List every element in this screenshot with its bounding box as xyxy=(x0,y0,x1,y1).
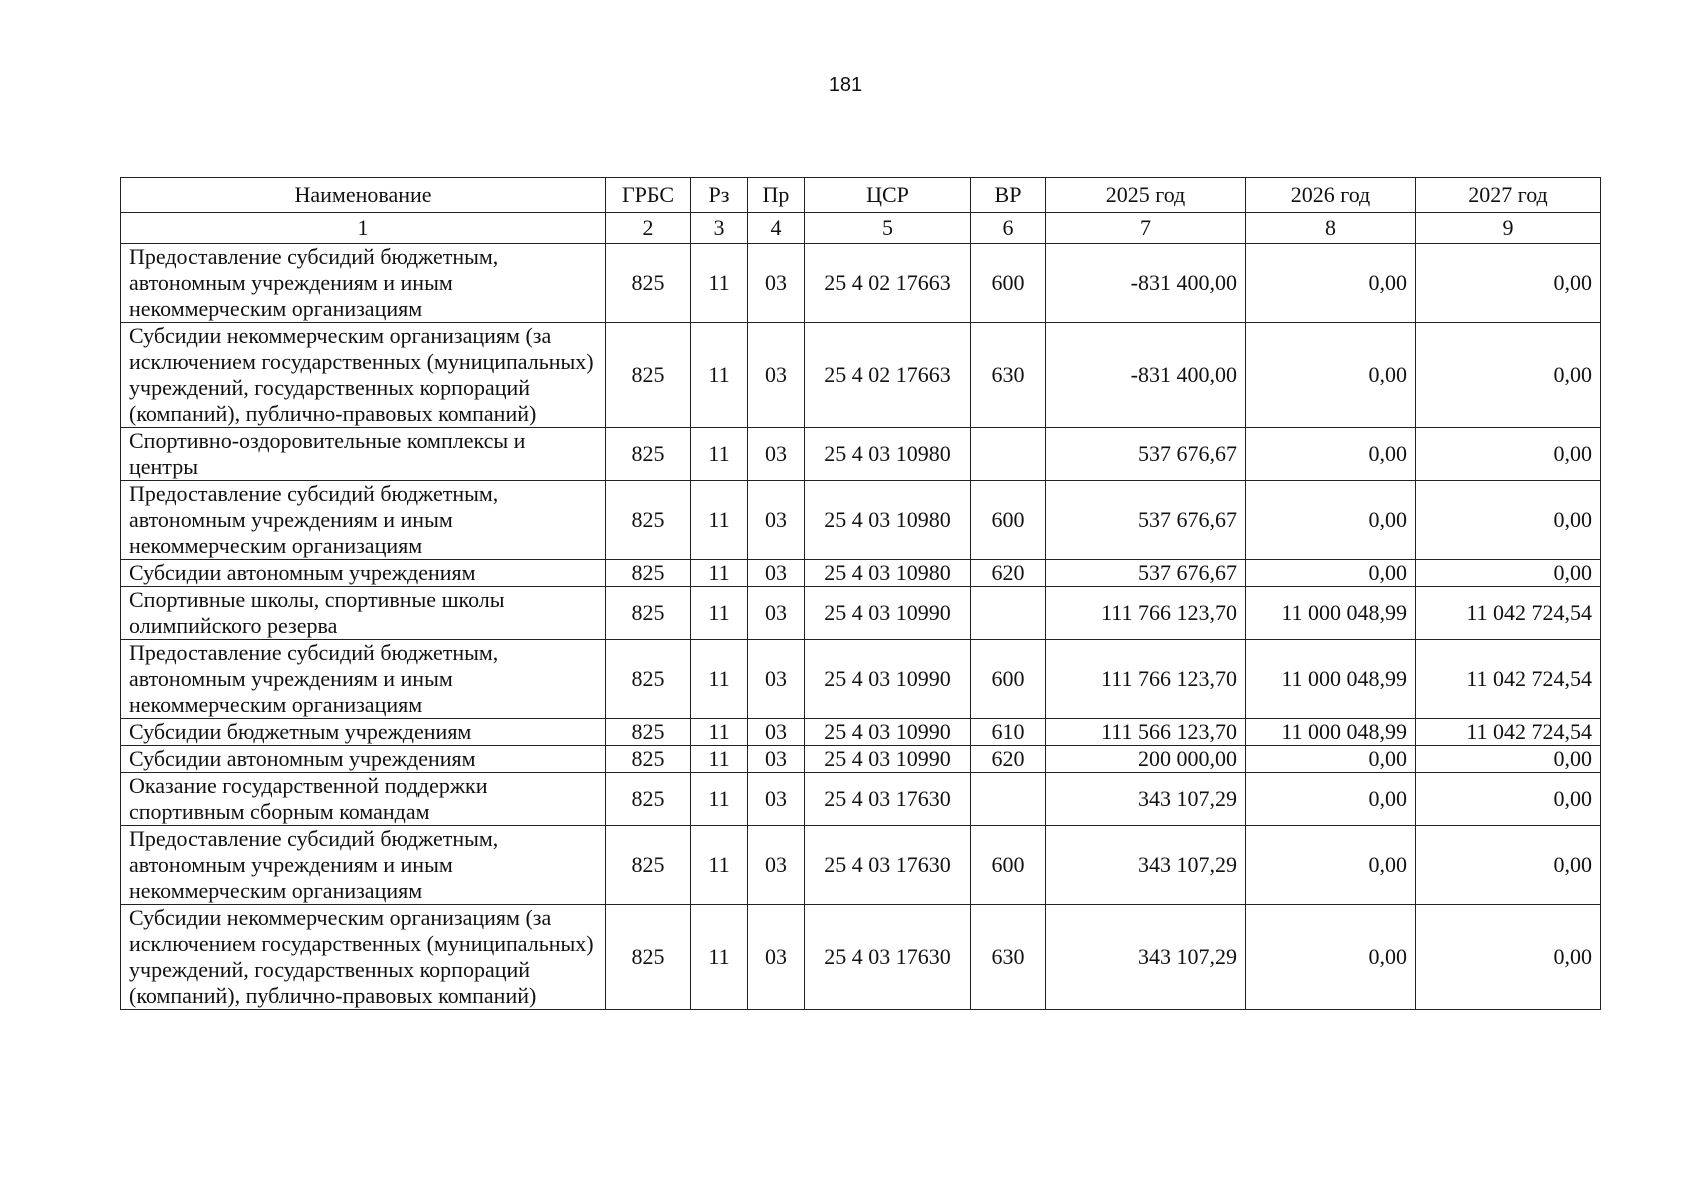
grbs-cell: 825 xyxy=(606,244,691,323)
amount-2025-cell: -831 400,00 xyxy=(1046,244,1246,323)
csr-cell: 25 4 03 10990 xyxy=(805,640,971,719)
header-2026: 2026 год xyxy=(1246,178,1416,213)
name-cell: Предоставление субсидий бюджетным, автономным учреждениям и иным некоммерческим организациям xyxy=(121,826,606,905)
name-cell: Предоставление субсидий бюджетным, автономным учреждениям и иным некоммерческим организациям xyxy=(121,481,606,560)
pr-cell: 03 xyxy=(748,587,805,640)
rz-cell: 11 xyxy=(691,323,748,428)
vr-cell: 620 xyxy=(971,560,1046,587)
column-number: 5 xyxy=(805,213,971,244)
csr-cell: 25 4 03 10990 xyxy=(805,719,971,746)
pr-cell: 03 xyxy=(748,428,805,481)
amount-2027-cell: 0,00 xyxy=(1416,905,1601,1010)
pr-cell: 03 xyxy=(748,481,805,560)
column-number: 7 xyxy=(1046,213,1246,244)
vr-cell xyxy=(971,773,1046,826)
pr-cell: 03 xyxy=(748,560,805,587)
table-row xyxy=(121,560,1601,587)
column-number: 4 xyxy=(748,213,805,244)
rz-cell: 11 xyxy=(691,773,748,826)
name-cell: Субсидии автономным учреждениям xyxy=(121,560,606,587)
grbs-cell: 825 xyxy=(606,746,691,773)
vr-cell xyxy=(971,428,1046,481)
pr-cell: 03 xyxy=(748,640,805,719)
grbs-cell: 825 xyxy=(606,428,691,481)
grbs-cell: 825 xyxy=(606,826,691,905)
header-grbs: ГРБС xyxy=(606,178,691,213)
amount-2026-cell: 11 000 048,99 xyxy=(1246,587,1416,640)
amount-2026-cell: 11 000 048,99 xyxy=(1246,640,1416,719)
header-name: Наименование xyxy=(121,178,606,213)
rz-cell: 11 xyxy=(691,428,748,481)
amount-2027-cell: 0,00 xyxy=(1416,773,1601,826)
table-row xyxy=(121,481,1601,560)
rz-cell: 11 xyxy=(691,560,748,587)
header-row xyxy=(121,178,1601,213)
vr-cell: 600 xyxy=(971,481,1046,560)
amount-2027-cell: 0,00 xyxy=(1416,428,1601,481)
csr-cell: 25 4 03 10990 xyxy=(805,587,971,640)
amount-2025-cell: 343 107,29 xyxy=(1046,905,1246,1010)
csr-cell: 25 4 02 17663 xyxy=(805,244,971,323)
table-row xyxy=(121,826,1601,905)
rz-cell: 11 xyxy=(691,481,748,560)
table-row xyxy=(121,773,1601,826)
column-number: 6 xyxy=(971,213,1046,244)
name-cell: Субсидии бюджетным учреждениям xyxy=(121,719,606,746)
name-cell: Субсидии автономным учреждениям xyxy=(121,746,606,773)
amount-2027-cell: 0,00 xyxy=(1416,323,1601,428)
column-number: 2 xyxy=(606,213,691,244)
amount-2025-cell: -831 400,00 xyxy=(1046,323,1246,428)
amount-2025-cell: 200 000,00 xyxy=(1046,746,1246,773)
amount-2025-cell: 111 566 123,70 xyxy=(1046,719,1246,746)
header-pr: Пр xyxy=(748,178,805,213)
amount-2027-cell: 0,00 xyxy=(1416,560,1601,587)
amount-2025-cell: 111 766 123,70 xyxy=(1046,587,1246,640)
table-row xyxy=(121,323,1601,428)
grbs-cell: 825 xyxy=(606,905,691,1010)
vr-cell: 600 xyxy=(971,244,1046,323)
name-cell: Оказание государственной поддержки спортивным сборным командам xyxy=(121,773,606,826)
vr-cell: 600 xyxy=(971,640,1046,719)
table-row xyxy=(121,428,1601,481)
csr-cell: 25 4 02 17663 xyxy=(805,323,971,428)
amount-2025-cell: 343 107,29 xyxy=(1046,773,1246,826)
table-row xyxy=(121,244,1601,323)
pr-cell: 03 xyxy=(748,244,805,323)
rz-cell: 11 xyxy=(691,905,748,1010)
amount-2026-cell: 0,00 xyxy=(1246,773,1416,826)
amount-2025-cell: 537 676,67 xyxy=(1046,428,1246,481)
pr-cell: 03 xyxy=(748,826,805,905)
csr-cell: 25 4 03 10980 xyxy=(805,481,971,560)
csr-cell: 25 4 03 10980 xyxy=(805,428,971,481)
grbs-cell: 825 xyxy=(606,481,691,560)
name-cell: Предоставление субсидий бюджетным, автономным учреждениям и иным некоммерческим организациям xyxy=(121,244,606,323)
table-row xyxy=(121,905,1601,1010)
header-csr: ЦСР xyxy=(805,178,971,213)
pr-cell: 03 xyxy=(748,323,805,428)
column-number-row xyxy=(121,213,1601,244)
header-2027: 2027 год xyxy=(1416,178,1601,213)
grbs-cell: 825 xyxy=(606,719,691,746)
amount-2027-cell: 11 042 724,54 xyxy=(1416,640,1601,719)
pr-cell: 03 xyxy=(748,905,805,1010)
table-body xyxy=(121,244,1601,1010)
amount-2026-cell: 0,00 xyxy=(1246,905,1416,1010)
vr-cell: 620 xyxy=(971,746,1046,773)
pr-cell: 03 xyxy=(748,773,805,826)
amount-2025-cell: 537 676,67 xyxy=(1046,560,1246,587)
amount-2026-cell: 0,00 xyxy=(1246,428,1416,481)
name-cell: Предоставление субсидий бюджетным, автономным учреждениям и иным некоммерческим организациям xyxy=(121,640,606,719)
csr-cell: 25 4 03 17630 xyxy=(805,905,971,1010)
amount-2025-cell: 537 676,67 xyxy=(1046,481,1246,560)
amount-2027-cell: 11 042 724,54 xyxy=(1416,719,1601,746)
csr-cell: 25 4 03 17630 xyxy=(805,826,971,905)
vr-cell: 630 xyxy=(971,905,1046,1010)
rz-cell: 11 xyxy=(691,826,748,905)
budget-table xyxy=(120,177,1601,1010)
vr-cell xyxy=(971,587,1046,640)
header-vr: ВР xyxy=(971,178,1046,213)
amount-2026-cell: 11 000 048,99 xyxy=(1246,719,1416,746)
name-cell: Спортивно-оздоровительные комплексы и центры xyxy=(121,428,606,481)
amount-2026-cell: 0,00 xyxy=(1246,244,1416,323)
grbs-cell: 825 xyxy=(606,587,691,640)
rz-cell: 11 xyxy=(691,719,748,746)
vr-cell: 600 xyxy=(971,826,1046,905)
amount-2025-cell: 343 107,29 xyxy=(1046,826,1246,905)
column-number: 9 xyxy=(1416,213,1601,244)
column-number: 8 xyxy=(1246,213,1416,244)
vr-cell: 630 xyxy=(971,323,1046,428)
amount-2026-cell: 0,00 xyxy=(1246,826,1416,905)
column-number: 3 xyxy=(691,213,748,244)
column-number: 1 xyxy=(121,213,606,244)
rz-cell: 11 xyxy=(691,746,748,773)
rz-cell: 11 xyxy=(691,244,748,323)
table-row xyxy=(121,587,1601,640)
grbs-cell: 825 xyxy=(606,640,691,719)
pr-cell: 03 xyxy=(748,746,805,773)
name-cell: Спортивные школы, спортивные школы олимпийского резерва xyxy=(121,587,606,640)
table-row xyxy=(121,719,1601,746)
amount-2026-cell: 0,00 xyxy=(1246,746,1416,773)
rz-cell: 11 xyxy=(691,640,748,719)
pr-cell: 03 xyxy=(748,719,805,746)
amount-2026-cell: 0,00 xyxy=(1246,481,1416,560)
name-cell: Субсидии некоммерческим организациям (за исключением государственных (муниципальных) учреждений, государственных корпораций (компаний), публично-правовых компаний) xyxy=(121,323,606,428)
header-rz: Рз xyxy=(691,178,748,213)
grbs-cell: 825 xyxy=(606,323,691,428)
amount-2027-cell: 0,00 xyxy=(1416,481,1601,560)
csr-cell: 25 4 03 17630 xyxy=(805,773,971,826)
name-cell: Субсидии некоммерческим организациям (за исключением государственных (муниципальных) учреждений, государственных корпораций (компаний), публично-правовых компаний) xyxy=(121,905,606,1010)
header-2025: 2025 год xyxy=(1046,178,1246,213)
table-row xyxy=(121,640,1601,719)
amount-2027-cell: 11 042 724,54 xyxy=(1416,587,1601,640)
rz-cell: 11 xyxy=(691,587,748,640)
amount-2027-cell: 0,00 xyxy=(1416,826,1601,905)
csr-cell: 25 4 03 10980 xyxy=(805,560,971,587)
grbs-cell: 825 xyxy=(606,560,691,587)
amount-2026-cell: 0,00 xyxy=(1246,323,1416,428)
table-row xyxy=(121,746,1601,773)
grbs-cell: 825 xyxy=(606,773,691,826)
page-number: 181 xyxy=(828,74,863,96)
vr-cell: 610 xyxy=(971,719,1046,746)
csr-cell: 25 4 03 10990 xyxy=(805,746,971,773)
amount-2027-cell: 0,00 xyxy=(1416,244,1601,323)
amount-2025-cell: 111 766 123,70 xyxy=(1046,640,1246,719)
amount-2027-cell: 0,00 xyxy=(1416,746,1601,773)
amount-2026-cell: 0,00 xyxy=(1246,560,1416,587)
